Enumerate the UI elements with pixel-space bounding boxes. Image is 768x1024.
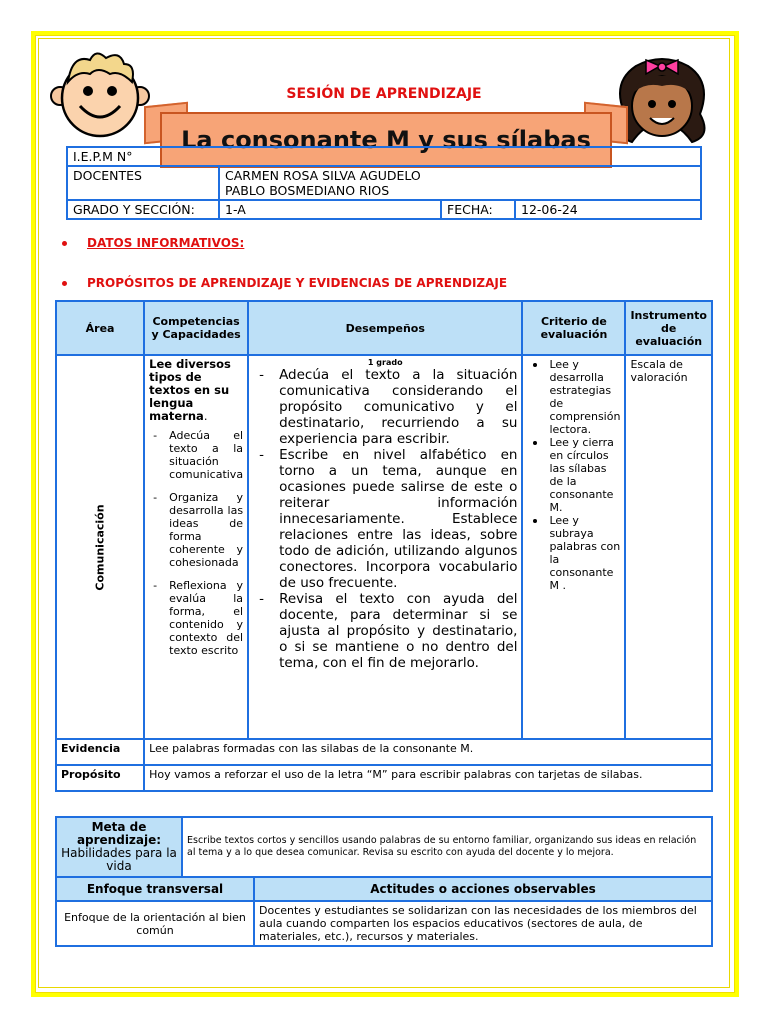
capacidad-item: - Organiza y desarrolla las ideas de forma coherente y cohesionada: [149, 491, 243, 569]
header-instrumento: Instrumento de evaluación: [625, 301, 712, 355]
meta-label-cell: [56, 817, 182, 877]
desempeno-item: - Escribe en nivel alfabético en torno a un tema, aunque en ocasiones puede salirse de este o reiterar información innecesariamente. Establece relaciones entre las ideas, sobre todo de adición, utilizando algunos conectores. Incorpora vocabulario de uso frecuente.: [253, 447, 517, 591]
desempeno-item: - Adecúa el texto a la situación comunicativa considerando el propósito comunicativo y el destinatario, recurriendo a su experiencia para escribir.: [253, 367, 517, 447]
capacidades-list: [149, 429, 243, 657]
criterio-item: Lee y cierra en círculos las sílabas de la consonante M.: [527, 436, 620, 514]
session-title: SESIÓN DE APRENDIZAJE: [286, 86, 482, 102]
docente-1: CARMEN ROSA SILVA AGUDELO: [225, 168, 421, 183]
bullet-dot: [62, 281, 67, 286]
proposito-label: Propósito: [56, 765, 144, 791]
docentes-value: [219, 166, 701, 200]
enfoque-value: Enfoque de la orientación al bien común: [56, 901, 254, 946]
grado-value: 1-A: [219, 200, 441, 219]
competencia-dot: .: [203, 409, 208, 423]
docente-2: PABLO BOSMEDIANO RIOS: [225, 183, 390, 198]
criterios-list: [527, 358, 620, 592]
section-propositos-label: PROPÓSITOS DE APRENDIZAJE Y EVIDENCIAS DE APRENDIZAJE: [87, 276, 508, 290]
grado-label: GRADO Y SECCIÓN:: [67, 200, 219, 219]
learning-table: [55, 300, 713, 792]
criterio-item: Lee y subraya palabras con la consonante M .: [527, 514, 620, 592]
section-datos-label: DATOS INFORMATIVOS:: [87, 236, 245, 250]
meta-text: Escribe textos cortos y sencillos usando palabras de su entorno familiar, organizando sus ideas en relación al tema y a lo que desea comunicar. Revisa su escrito con ayuda del docente y lo mejora.: [182, 817, 712, 877]
header-competencias: Competencias y Capacidades: [144, 301, 248, 355]
proposito-text: Hoy vamos a reforzar el uso de la letra “M” para escribir palabras con tarjetas de silabas.: [144, 765, 712, 791]
area-cell: [56, 355, 144, 739]
section-datos: [62, 236, 244, 250]
enfoque-header: Enfoque transversal: [56, 877, 254, 901]
iepm-cell: I.E.P.M N°: [67, 147, 701, 166]
area-label: Comunicación: [93, 503, 107, 591]
header-criterio: Criterio de evaluación: [522, 301, 625, 355]
desempenos-cell: [248, 355, 522, 739]
actitudes-header: Actitudes o acciones observables: [254, 877, 712, 901]
header-desempenos: Desempeños: [248, 301, 522, 355]
bullet-dot: [62, 241, 67, 246]
fecha-value: 12-06-24: [515, 200, 701, 219]
fecha-label: FECHA:: [441, 200, 515, 219]
competencia-text: Lee diversos tipos de textos en su lengua materna: [149, 357, 231, 423]
desempeno-item: - Revisa el texto con ayuda del docente, para determinar si se ajusta al propósito y destinatario, o si se mantiene o no dentro del tema, con el fin de mejorarlo.: [253, 591, 517, 671]
section-propositos: [62, 276, 507, 290]
capacidad-item: - Reflexiona y evalúa la forma, el contenido y contexto del texto escrito: [149, 579, 243, 657]
docentes-label: DOCENTES: [67, 166, 219, 200]
grado-tag: 1 grado: [367, 358, 403, 367]
instrumento-cell: Escala de valoración: [625, 355, 712, 739]
competencias-cell: [144, 355, 248, 739]
criterios-cell: [522, 355, 625, 739]
actitudes-value: Docentes y estudiantes se solidarizan con las necesidades de los miembros del aula cuando comparten los espacios educativos (sectores de aula, de materiales, etc.), recursos y materiales.: [254, 901, 712, 946]
criterio-item: Lee y desarrolla estrategias de comprensión lectora.: [527, 358, 620, 436]
meta-table: [55, 816, 713, 947]
meta-label: Meta de aprendizaje:: [76, 820, 162, 847]
evidencia-text: Lee palabras formadas con las silabas de la consonante M.: [144, 739, 712, 765]
banner-title: La consonante M y sus sílabas: [160, 112, 612, 168]
competencia-title: [149, 358, 243, 423]
header-area: Área: [56, 301, 144, 355]
capacidad-item: - Adecúa el texto a la situación comunicativa: [149, 429, 243, 481]
info-table: [66, 146, 702, 220]
meta-sublabel: Habilidades para la vida: [61, 846, 177, 873]
evidencia-label: Evidencia: [56, 739, 144, 765]
